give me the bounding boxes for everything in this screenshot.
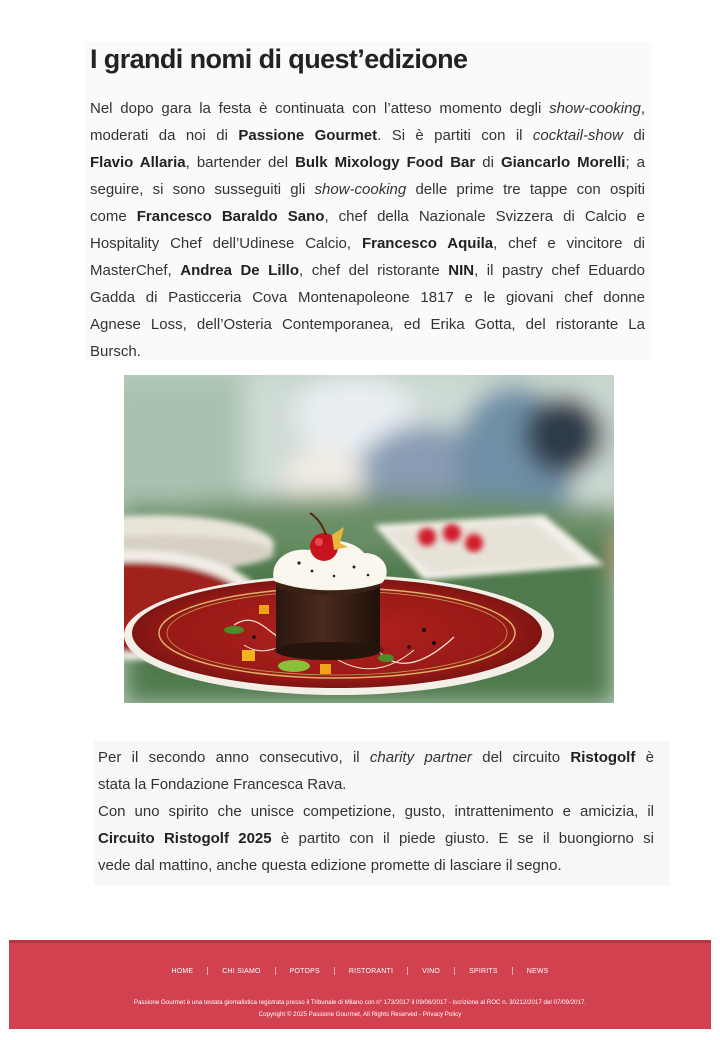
bold-text: Francesco Aquila xyxy=(361,235,494,252)
footer-nav-vino[interactable]: VINO xyxy=(422,967,441,975)
text-segment: Nel dopo gara la festa è continuata con l’atteso momento degli xyxy=(90,100,550,117)
italic-text: show-cooking xyxy=(549,100,641,117)
text-line xyxy=(98,825,654,852)
bold-text: Bulk Mixology Food Bar xyxy=(295,154,476,171)
footer-nav-news[interactable]: NEWS xyxy=(526,967,549,975)
text-segment: moderati da noi di xyxy=(90,127,239,144)
site-footer xyxy=(9,940,711,1029)
text-segment: Con uno spirito che unisce competizione, gusto, intrattenimento e amicizia, il xyxy=(98,803,654,820)
italic-text: charity partner xyxy=(369,749,472,766)
text-line xyxy=(90,95,645,122)
dessert-photo xyxy=(124,375,614,703)
text-segment: MasterChef, xyxy=(90,262,181,279)
bold-text: Flavio Allaria xyxy=(90,154,186,171)
bold-text: Circuito Ristogolf 2025 xyxy=(98,830,272,847)
bold-text: NIN xyxy=(448,262,475,279)
text-segment: . Si è partiti con il xyxy=(377,127,533,144)
text-line xyxy=(90,203,645,230)
text-segment: , chef della Nazionale Svizzera di Calcio e xyxy=(324,208,645,225)
text-segment: stata la Fondazione Francesca Rava. xyxy=(98,776,347,793)
text-segment: , chef e vincitore di xyxy=(493,235,645,252)
text-segment: , bartender del xyxy=(185,154,296,171)
italic-text: show-cooking xyxy=(314,181,407,198)
text-segment: Bursch. xyxy=(90,343,141,360)
text-line xyxy=(98,798,654,825)
footer-legal xyxy=(9,997,711,1021)
bold-text: Passione Gourmet xyxy=(238,127,378,144)
bold-text: Andrea De Lillo xyxy=(180,262,299,279)
copyright-text: Copyright © 2025 Passione Gourmet, All Rights Reserved - Privacy Policy xyxy=(258,1011,462,1018)
footer-nav-spirits[interactable]: SPIRITS xyxy=(469,967,498,975)
text-segment: , xyxy=(640,100,645,117)
text-line xyxy=(90,176,645,203)
bold-text: Francesco Baraldo Sano xyxy=(136,208,325,225)
text-segment: di xyxy=(622,127,646,144)
text-line xyxy=(90,257,645,284)
footer-nav-chi-siamo[interactable]: CHI SIAMO xyxy=(222,967,261,975)
legal-text: Passione Gourmet è una testata giornalistica registrata presso il Tribunale di Milano con n° 173/2017 il 09/06/2017 - Iscrizione al ROC n. 30212/2017 del 07/09/2017. xyxy=(133,999,587,1006)
text-line xyxy=(90,311,645,338)
text-segment: di xyxy=(475,154,501,171)
text-line xyxy=(90,284,645,311)
text-segment: come xyxy=(90,208,137,225)
text-line xyxy=(90,149,645,176)
text-line xyxy=(90,122,645,149)
bold-text: Ristogolf xyxy=(570,749,636,766)
text-segment: è partito con il piede giusto. E se il buongiorno si xyxy=(271,830,655,847)
footer-nav-ristoranti[interactable]: RISTORANTI xyxy=(348,967,394,975)
text-segment: , il pastry chef Eduardo xyxy=(474,262,645,279)
article-paragraph-2 xyxy=(98,744,654,879)
text-segment: delle prime tre tappe con ospiti xyxy=(406,181,645,198)
text-line xyxy=(90,338,645,365)
bold-text: Giancarlo Morelli xyxy=(500,154,626,171)
text-segment: Per il secondo anno consecutivo, il xyxy=(98,749,370,766)
text-segment: , chef del ristorante xyxy=(299,262,449,279)
italic-text: cocktail-show xyxy=(532,127,623,144)
text-segment: del circuito xyxy=(471,749,571,766)
text-segment: Agnese Loss, dell’Osteria Contemporanea, ed Erika Gotta, del ristorante La xyxy=(90,316,645,333)
section-heading: I grandi nomi di quest’edizione xyxy=(90,44,468,74)
text-line xyxy=(98,744,654,771)
text-segment: ; a xyxy=(625,154,645,171)
text-segment: vede dal mattino, anche questa edizione promette di lasciare il segno. xyxy=(98,857,562,874)
text-segment: Hospitality Chef dell’Udinese Calcio, xyxy=(90,235,362,252)
footer-nav-home[interactable]: HOME xyxy=(171,967,194,975)
text-line xyxy=(98,852,654,879)
text-line xyxy=(98,771,654,798)
text-segment: Gadda di Pasticceria Cova Montenapoleone 1817 e le giovani chef donne xyxy=(90,289,645,306)
footer-nav xyxy=(9,967,711,975)
text-segment: è xyxy=(635,749,654,766)
text-line xyxy=(90,230,645,257)
footer-nav-potops[interactable]: POTOPS xyxy=(289,967,320,975)
article-paragraph-1 xyxy=(90,95,645,365)
text-segment: seguire, si sono susseguiti gli xyxy=(90,181,315,198)
